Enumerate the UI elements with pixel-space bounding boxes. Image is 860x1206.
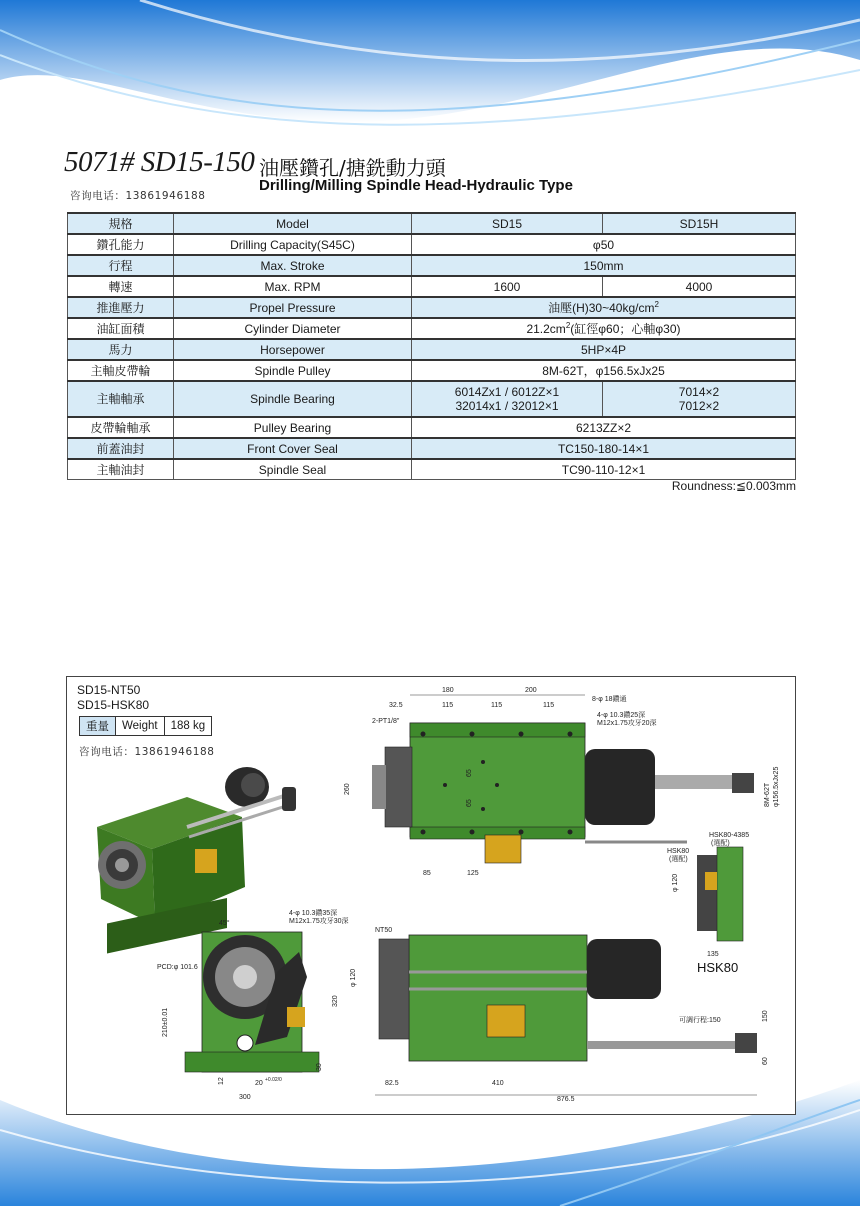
header-model: Model	[174, 213, 412, 234]
row-value: φ50	[412, 234, 796, 255]
row-value: 8M-62T，φ156.5xJx25	[412, 360, 796, 381]
dim-holes-4a: 4-φ 10.3鑽25深	[597, 712, 646, 719]
row-label-zh: 主軸軸承	[68, 381, 174, 417]
dim-135: 135	[707, 951, 719, 958]
dim-holes-4c: 4-φ 10.3鑽35深	[289, 910, 338, 917]
technical-drawing	[67, 677, 795, 1114]
dim-tolerance: +0.02/0	[265, 1077, 282, 1083]
row-value-sd15: 1600	[412, 276, 603, 297]
dim-180: 180	[442, 687, 454, 694]
table-row	[68, 417, 796, 438]
contact-phone: 咨询电话：13861946188	[70, 190, 206, 202]
row-value: TC150-180-14×1	[412, 438, 796, 459]
bearing-line: 6014Zx1 / 6012Z×1	[454, 385, 560, 399]
dim-hsk-optional: (選配)	[669, 856, 688, 863]
row-value-sd15h: 4000	[603, 276, 796, 297]
dim-115-b: 115	[491, 702, 503, 709]
dim-125: 125	[467, 870, 479, 877]
dim-82-5: 82.5	[385, 1080, 399, 1087]
dim-115-a: 115	[442, 702, 454, 709]
table-row	[68, 255, 796, 276]
spindle-head-render	[97, 767, 296, 953]
value-superscript: 2	[565, 320, 571, 330]
header-sd15h: SD15H	[603, 213, 796, 234]
table-row	[68, 339, 796, 360]
hsk80-label: HSK80	[697, 960, 739, 975]
dim-120-b: φ 120	[350, 968, 357, 987]
drawing-model-1: SD15-NT50	[77, 683, 141, 697]
dim-320: 320	[332, 995, 339, 1007]
weight-label-en: Weight	[116, 717, 165, 736]
dim-85: 85	[423, 870, 431, 877]
row-label-en: Cylinder Diameter	[174, 318, 412, 339]
dim-angle: 45°	[219, 920, 230, 927]
row-label-en: Max. Stroke	[174, 255, 412, 276]
table-row	[68, 297, 796, 318]
value-superscript: 2	[654, 299, 659, 309]
header-spec: 規格	[68, 213, 174, 234]
row-label-zh: 皮帶輪軸承	[68, 417, 174, 438]
dim-60: 60	[762, 1057, 769, 1065]
dim-150: 150	[762, 1010, 769, 1022]
dim-115-c: 115	[543, 702, 555, 709]
row-label-zh: 轉速	[68, 276, 174, 297]
dim-holes-8: 8-φ 18鑽通	[592, 696, 627, 703]
dim-holes-4d: M12x1.75攻牙30深	[289, 918, 349, 925]
dim-210: 210±0.01	[162, 1007, 169, 1037]
dim-65-a: 65	[466, 769, 473, 777]
table-row	[68, 459, 796, 480]
row-value: 150mm	[412, 255, 796, 276]
row-label-zh: 油缸面積	[68, 318, 174, 339]
row-value	[412, 297, 796, 318]
bearing-line: 7012×2	[678, 399, 720, 413]
dim-pcd: PCD:φ 101.6	[157, 964, 198, 971]
row-value-sd15	[412, 381, 603, 417]
table-row	[68, 234, 796, 255]
title-english: Drilling/Milling Spindle Head-Hydraulic Type	[259, 177, 573, 194]
weight-label-zh: 重量	[80, 717, 116, 736]
value-text: (缸徑φ60；心軸φ30)	[570, 321, 681, 336]
bearing-line: 32014x1 / 32012×1	[455, 399, 559, 413]
drawing-contact-phone: 咨询电话：13861946188	[79, 746, 215, 758]
row-value: 6213ZZ×2	[412, 417, 796, 438]
value-text: 油壓(H)30~40kg/cm	[548, 300, 655, 315]
table-row	[68, 381, 796, 417]
table-header-row	[68, 213, 796, 234]
row-label-zh: 主軸油封	[68, 459, 174, 480]
dim-hsk-optional-2: (選配)	[711, 840, 730, 847]
header-sd15: SD15	[412, 213, 603, 234]
row-label-zh: 行程	[68, 255, 174, 276]
row-label-en: Pulley Bearing	[174, 417, 412, 438]
dim-pulley: 8M-62T	[764, 782, 771, 807]
table-row	[68, 276, 796, 297]
dim-65-b: 65	[466, 799, 473, 807]
title-chinese: 油壓鑽孔/搪銑動力頭	[259, 156, 446, 180]
row-value	[412, 318, 796, 339]
weight-value: 188 kg	[164, 717, 212, 736]
dim-pt: 2-PT1/8"	[372, 718, 400, 725]
row-value: TC90-110-12×1	[412, 459, 796, 480]
row-label-en: Horsepower	[174, 339, 412, 360]
dim-20: 20	[255, 1080, 263, 1087]
dim-200: 200	[525, 687, 537, 694]
dim-pulley-2: φ156.5xJx25	[773, 766, 780, 807]
row-label-en: Drilling Capacity(S45C)	[174, 234, 412, 255]
row-label-en: Spindle Seal	[174, 459, 412, 480]
row-label-en: Propel Pressure	[174, 297, 412, 318]
front-view-drawing	[157, 908, 349, 1101]
bearing-line: 7014×2	[678, 385, 720, 399]
drawing-frame	[66, 676, 796, 1115]
roundness-note: Roundness:≦0.003mm	[671, 479, 796, 493]
dim-holes-4b: M12x1.75攻牙20深	[597, 720, 657, 727]
row-label-en: Spindle Bearing	[174, 381, 412, 417]
hsk80-detail	[667, 832, 749, 975]
header-wave-background	[0, 0, 860, 150]
dim-876-5: 876.5	[557, 1096, 575, 1103]
dim-120-a: φ 120	[672, 873, 679, 892]
row-label-en: Max. RPM	[174, 276, 412, 297]
dim-stroke: 可調行程:150	[679, 1017, 721, 1024]
dim-12: 12	[218, 1077, 225, 1085]
row-label-en: Front Cover Seal	[174, 438, 412, 459]
row-label-en: Spindle Pulley	[174, 360, 412, 381]
row-label-zh: 鑽孔能力	[68, 234, 174, 255]
drawing-model-2: SD15-HSK80	[77, 698, 150, 712]
dim-260: 260	[344, 783, 351, 795]
dim-hsk-4385: HSK80-4385	[709, 832, 750, 839]
dim-30: 30	[316, 1063, 323, 1071]
dim-hsk80: HSK80	[667, 848, 690, 855]
row-value: 5HP×4P	[412, 339, 796, 360]
dim-300: 300	[239, 1094, 251, 1101]
top-view-drawing	[344, 687, 780, 877]
value-text: 21.2cm	[526, 321, 566, 336]
row-label-zh: 前蓋油封	[68, 438, 174, 459]
table-row	[68, 318, 796, 339]
row-value-sd15h	[603, 381, 796, 417]
dim-nt50: NT50	[375, 927, 393, 934]
row-label-zh: 主軸皮帶輪	[68, 360, 174, 381]
table-row	[68, 360, 796, 381]
row-label-zh: 推進壓力	[68, 297, 174, 318]
model-code: 5071# SD15-150	[64, 146, 255, 178]
table-row	[68, 438, 796, 459]
dim-410: 410	[492, 1080, 504, 1087]
row-label-zh: 馬力	[68, 339, 174, 360]
dim-32-5: 32.5	[389, 702, 403, 709]
spec-table	[67, 212, 796, 480]
